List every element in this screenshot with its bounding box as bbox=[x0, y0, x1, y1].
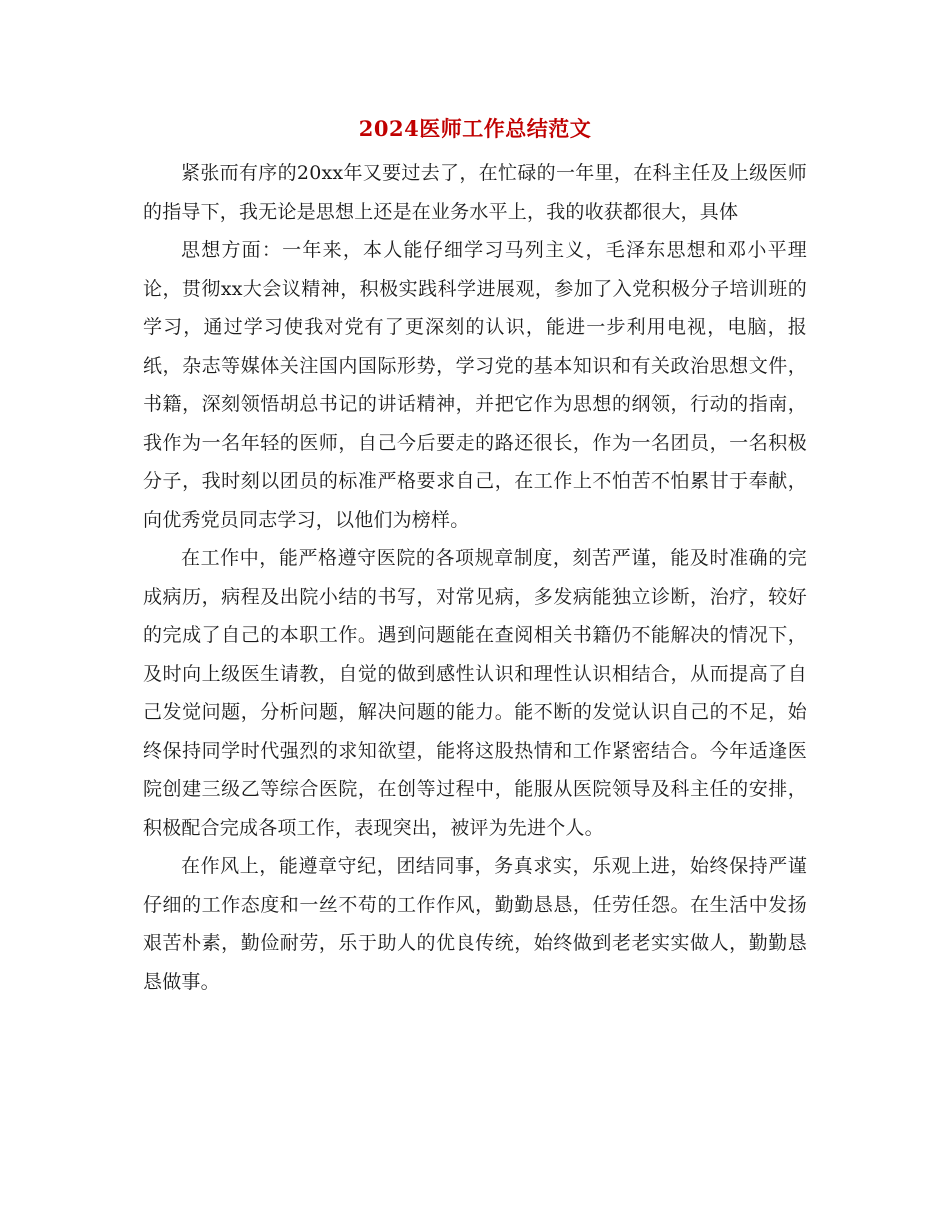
paragraph-work: 在工作中，能严格遵守医院的各项规章制度，刻苦严谨，能及时准确的完成病历，病程及出院小结的书写，对常见病，多发病能独立诊断，治疗，较好的完成了自己的本职工作。遇到问题能在查阅相关书籍仍不能解决的情况下，及时向上级医生请教，自觉的做到感性认识和理性认识相结合，从而提高了自己发觉问题，分析问题，解决问题的能力。能不断的发觉认识自己的不足，始终保持同学时代强烈的求知欲望，能将这股热情和工作紧密结合。今年适逢医院创建三级乙等综合医院，在创等过程中，能服从医院领导及科主任的安排，积极配合完成各项工作，表现突出，被评为先进个人。 bbox=[143, 547, 807, 839]
document-title: 2024医师工作总结范文 bbox=[358, 116, 592, 141]
paragraph-intro: 紧张而有序的20xx年又要过去了，在忙碌的一年里，在科主任及上级医师的指导下，我无论是思想上还是在业务水平上，我的收获都很大，具体 bbox=[143, 162, 807, 223]
paragraph-conduct: 在作风上，能遵章守纪，团结同事，务真求实，乐观上进，始终保持严谨仔细的工作态度和一丝不苟的工作作风，勤勤恳恳，任劳任怨。在生活中发扬艰苦朴素，勤俭耐劳，乐于助人的优良传统，始终做到老老实实做人，勤勤恳恳做事。 bbox=[143, 855, 807, 993]
paragraph-ideology: 思想方面：一年来，本人能仔细学习马列主义，毛泽东思想和邓小平理论，贯彻xx大会议精神，积极实践科学进展观，参加了入党积极分子培训班的学习，通过学习使我对党有了更深刻的认识，能进一步利用电视，电脑，报纸，杂志等媒体关注国内国际形势，学习党的基本知识和有关政治思想文件，书籍，深刻领悟胡总书记的讲话精神，并把它作为思想的纲领，行动的指南，我作为一名年轻的医师，自己今后要走的路还很长，作为一名团员，一名积极分子，我时刻以团员的标准严格要求自己，在工作上不怕苦不怕累甘于奉献，向优秀党员同志学习，以他们为榜样。 bbox=[143, 239, 807, 531]
document-body bbox=[143, 154, 807, 1001]
